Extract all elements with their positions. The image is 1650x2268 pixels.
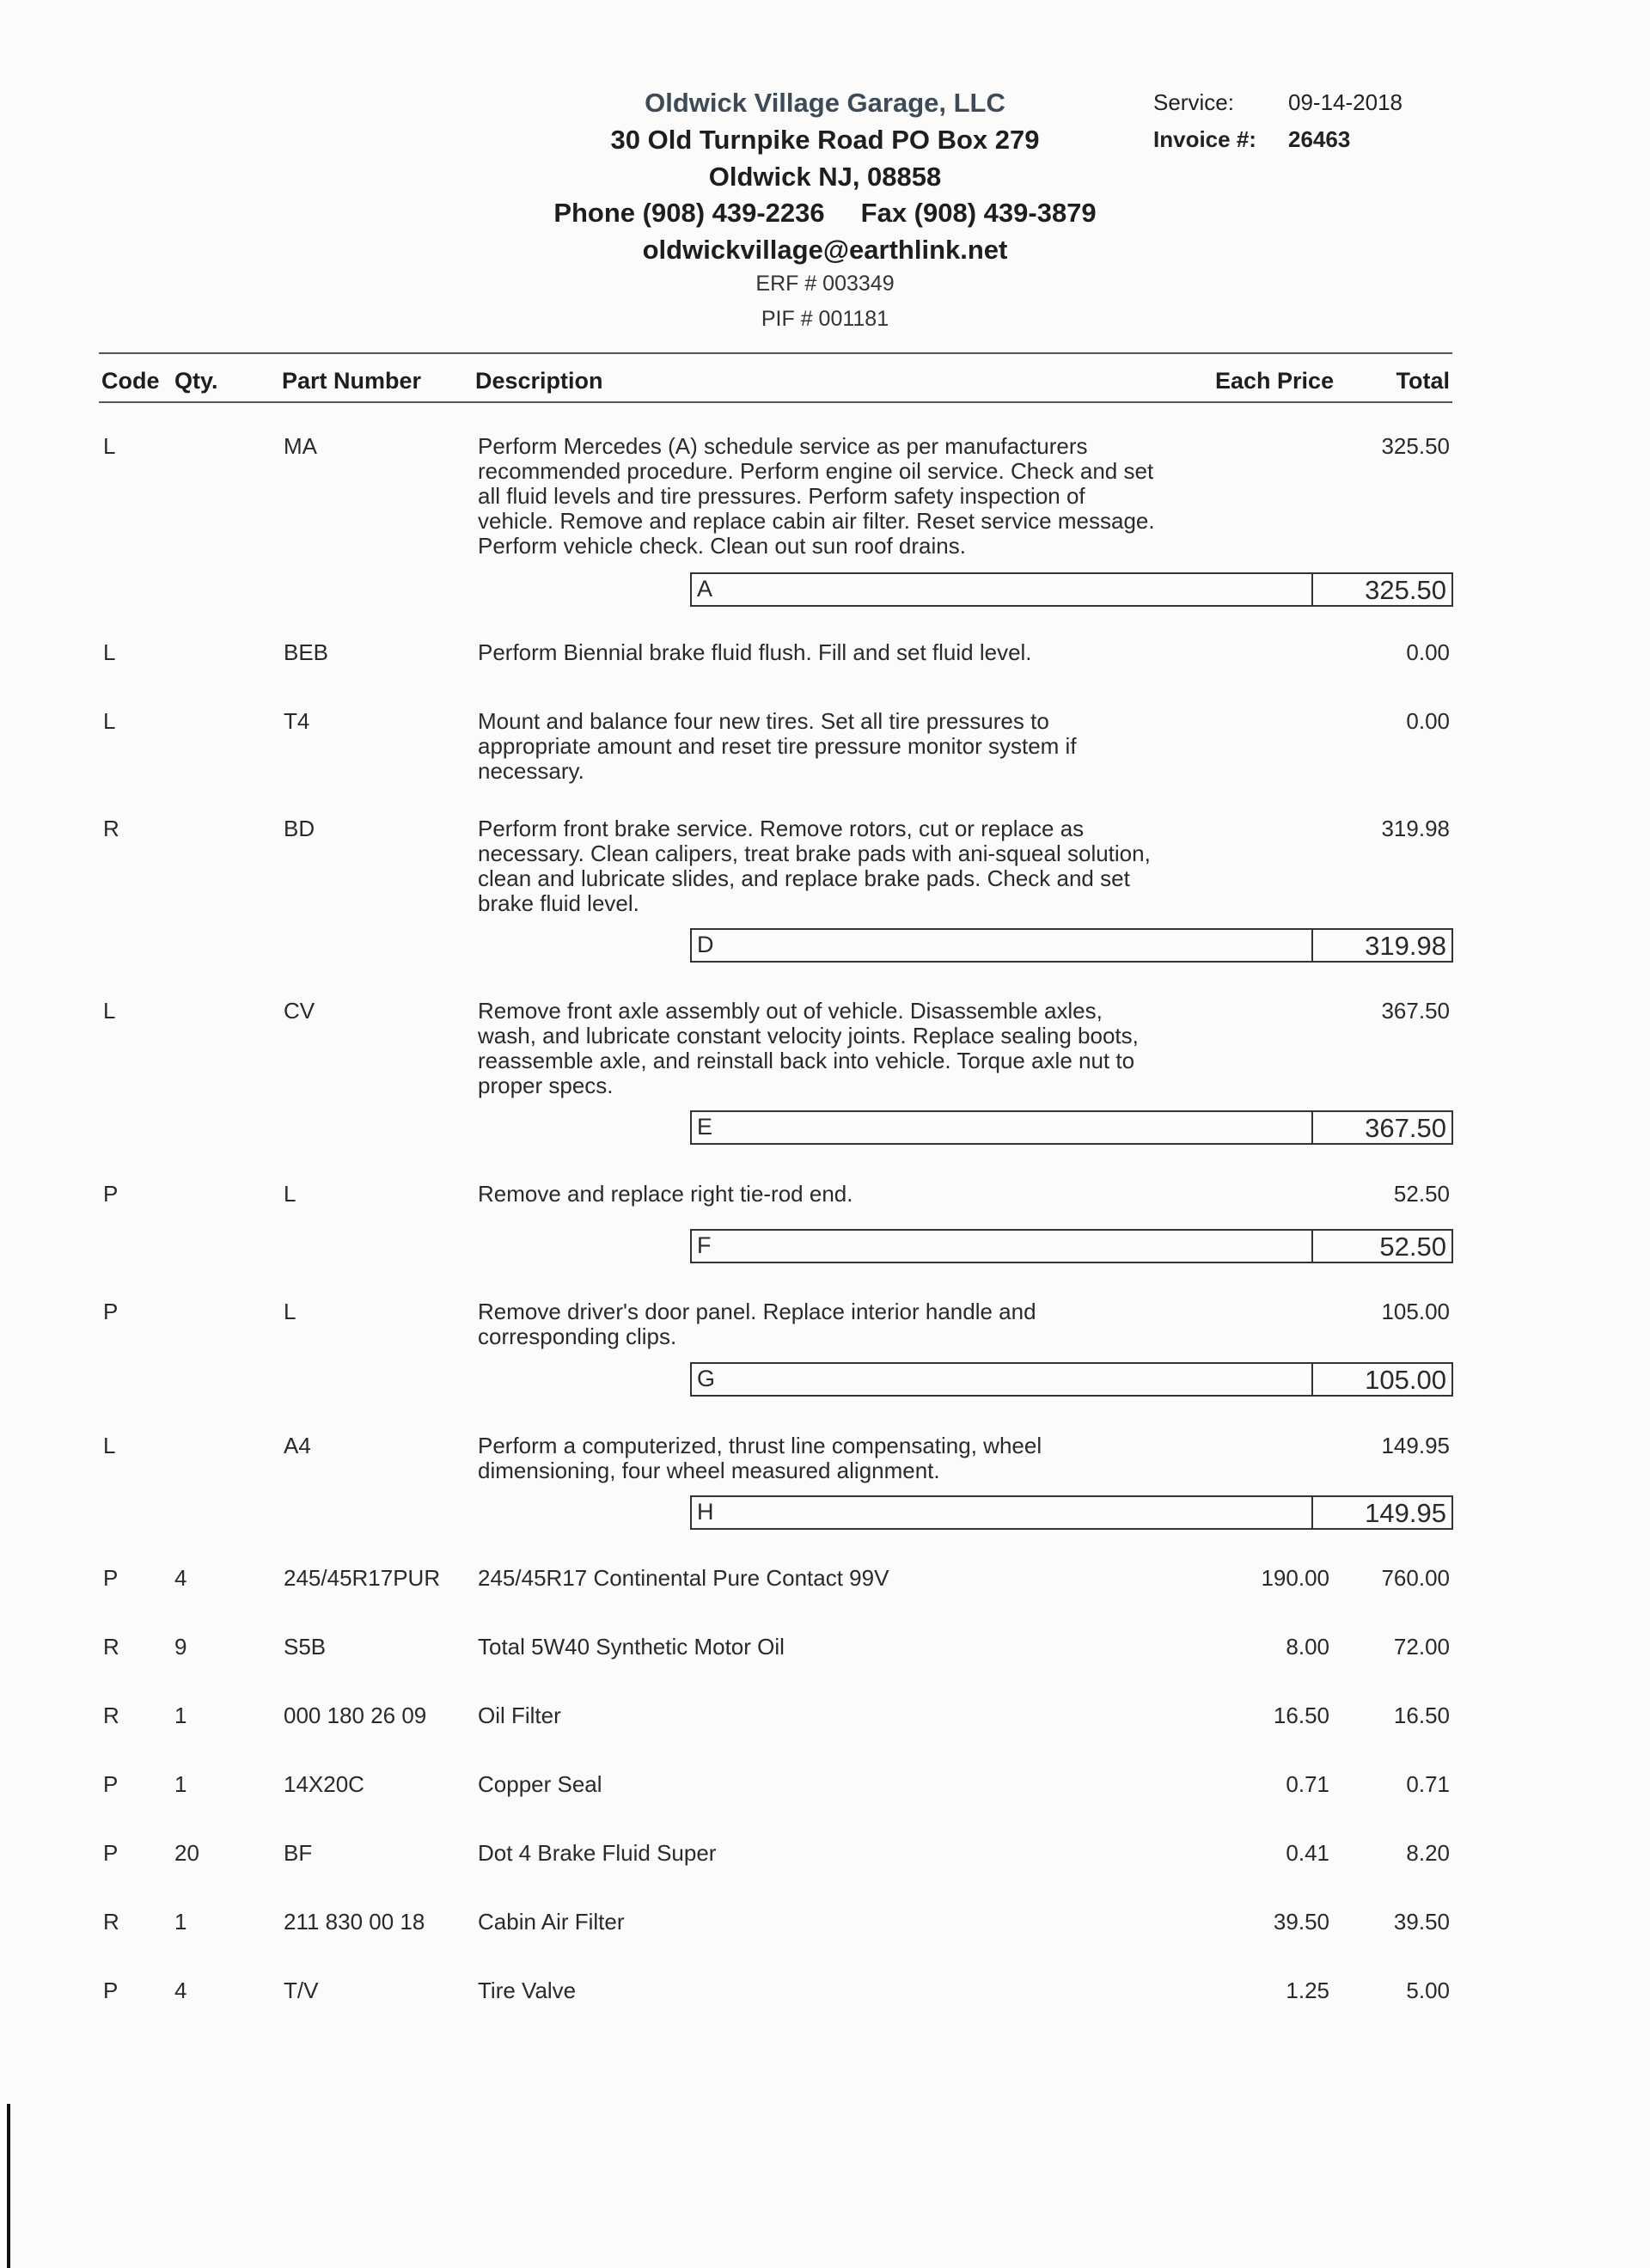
description-line: Tire Valve [478, 1978, 577, 2003]
row-total: 0.00 [1406, 708, 1450, 734]
invoice-label: Invoice #: [1153, 126, 1256, 152]
description-line: Cabin Air Filter [478, 1909, 625, 1935]
subtotal-label: D [697, 932, 714, 957]
description-line: Perform Biennial brake fluid flush. Fill and set fluid level. [478, 639, 1032, 665]
row-total: 5.00 [1406, 1978, 1450, 2003]
row-total: 760.00 [1381, 1565, 1450, 1591]
row-description [478, 709, 1208, 784]
row-code: P [103, 1840, 119, 1866]
row-each-price: 0.71 [1286, 1771, 1329, 1797]
subtotal-amount: 319.98 [1365, 931, 1446, 961]
row-description [478, 1841, 1208, 1866]
description-line: 245/45R17 Continental Pure Contact 99V [478, 1565, 889, 1591]
description-line: Dot 4 Brake Fluid Super [478, 1840, 717, 1866]
row-part-number: 245/45R17PUR [284, 1565, 441, 1591]
subtotal-label: G [697, 1366, 716, 1391]
invoice-number: 26463 [1288, 126, 1351, 152]
subtotal-label: H [697, 1499, 714, 1525]
description-line: vehicle. Remove and replace cabin air filter. Reset service message. [478, 508, 1155, 534]
company-address-line1: 30 Old Turnpike Road PO Box 279 [610, 125, 1040, 155]
company-phone: Phone (908) 439-2236 [553, 198, 825, 228]
row-code: R [103, 1909, 119, 1935]
row-code: P [103, 1771, 119, 1797]
row-qty: 9 [174, 1634, 187, 1660]
description-line: necessary. Clean calipers, treat brake pads with ani-squeal solution, [478, 841, 1151, 866]
row-total: 0.71 [1406, 1771, 1450, 1797]
subtotal-box [690, 1362, 1453, 1397]
row-code: R [103, 816, 119, 841]
row-description [478, 1299, 1208, 1349]
scan-edge-mark [7, 2104, 10, 2268]
erf-number: ERF # 003349 [755, 272, 895, 296]
service-date: 09-14-2018 [1288, 89, 1402, 115]
description-line: necessary. [478, 758, 584, 784]
row-qty: 20 [174, 1840, 199, 1866]
description-line: recommended procedure. Perform engine oil service. Check and set [478, 458, 1154, 484]
description-line: wash, and lubricate constant velocity joints. Replace sealing boots, [478, 1023, 1139, 1048]
row-part-number: T/V [284, 1978, 319, 2003]
row-total: 39.50 [1393, 1909, 1450, 1935]
row-total: 105.00 [1381, 1299, 1450, 1324]
row-each-price: 0.41 [1286, 1840, 1329, 1866]
header-total: Total [1396, 368, 1450, 394]
row-part-number: BEB [284, 639, 329, 665]
subtotal-box [690, 572, 1453, 607]
row-code: L [103, 433, 116, 459]
row-each-price: 39.50 [1273, 1909, 1329, 1935]
subtotal-amount: 105.00 [1365, 1365, 1446, 1395]
company-fax: Fax (908) 439-3879 [860, 198, 1097, 228]
row-total: 52.50 [1393, 1181, 1450, 1207]
description-line: appropriate amount and reset tire pressure monitor system if [478, 733, 1077, 759]
row-description [478, 1910, 1208, 1935]
row-part-number: A4 [284, 1433, 311, 1458]
subtotal-amount: 52.50 [1379, 1232, 1446, 1262]
service-label: Service: [1153, 89, 1234, 115]
table-header-rule [99, 401, 1452, 403]
row-qty: 1 [174, 1771, 187, 1797]
row-code: L [103, 639, 116, 665]
subtotal-label: E [697, 1114, 713, 1140]
row-part-number: BF [284, 1840, 313, 1866]
description-line: corresponding clips. [478, 1324, 677, 1349]
subtotal-amount: 149.95 [1365, 1498, 1446, 1528]
row-description [478, 434, 1208, 559]
row-code: R [103, 1634, 119, 1660]
description-line: Remove driver's door panel. Replace interior handle and [478, 1299, 1036, 1324]
row-description [478, 1182, 1208, 1207]
row-code: P [103, 1299, 119, 1324]
row-each-price: 16.50 [1273, 1703, 1329, 1728]
row-total: 72.00 [1393, 1634, 1450, 1660]
row-part-number: L [284, 1181, 296, 1207]
header-code: Code [101, 368, 160, 394]
row-total: 319.98 [1381, 816, 1450, 841]
row-code: P [103, 1565, 119, 1591]
row-description [478, 1978, 1208, 2003]
row-part-number: MA [284, 433, 317, 459]
row-description [478, 816, 1208, 916]
description-line: Perform front brake service. Remove rotors, cut or replace as [478, 816, 1085, 841]
description-line: Total 5W40 Synthetic Motor Oil [478, 1634, 785, 1660]
description-line: all fluid levels and tire pressures. Perform safety inspection of [478, 483, 1085, 509]
row-code: L [103, 1433, 116, 1458]
subtotal-box [690, 1229, 1453, 1263]
row-part-number: 000 180 26 09 [284, 1703, 427, 1728]
row-part-number: S5B [284, 1634, 327, 1660]
description-line: Remove front axle assembly out of vehicle. Disassemble axles, [478, 998, 1103, 1024]
description-line: Remove and replace right tie-rod end. [478, 1181, 853, 1207]
row-total: 367.50 [1381, 998, 1450, 1024]
table-top-rule [99, 352, 1452, 354]
row-qty: 1 [174, 1909, 187, 1935]
subtotal-divider [1311, 1364, 1313, 1395]
row-code: R [103, 1703, 119, 1728]
row-part-number: 211 830 00 18 [284, 1909, 425, 1935]
header-part-number: Part Number [282, 368, 422, 394]
subtotal-box [690, 1495, 1453, 1530]
header-each-price: Each Price [1215, 368, 1335, 394]
description-line: Oil Filter [478, 1703, 561, 1728]
company-name: Oldwick Village Garage, LLC [645, 88, 1005, 118]
row-qty: 4 [174, 1978, 187, 2003]
row-total: 0.00 [1406, 639, 1450, 665]
row-part-number: 14X20C [284, 1771, 364, 1797]
row-code: L [103, 998, 116, 1024]
company-contact-line [0, 198, 1650, 229]
row-part-number: CV [284, 998, 315, 1024]
row-description [478, 1434, 1208, 1483]
company-address-line2: Oldwick NJ, 08858 [708, 162, 942, 192]
description-line: Perform Mercedes (A) schedule service as per manufacturers [478, 433, 1088, 459]
row-code: L [103, 708, 116, 734]
subtotal-divider [1311, 1497, 1313, 1528]
subtotal-divider [1311, 1231, 1313, 1262]
row-qty: 4 [174, 1565, 187, 1591]
row-total: 325.50 [1381, 433, 1450, 459]
row-part-number: L [284, 1299, 296, 1324]
row-description [478, 999, 1208, 1098]
subtotal-divider [1311, 930, 1313, 961]
description-line: Copper Seal [478, 1771, 602, 1797]
row-description [478, 1772, 1208, 1797]
description-line: Perform vehicle check. Clean out sun roof drains. [478, 533, 966, 559]
description-line: reassemble axle, and reinstall back into vehicle. Torque axle nut to [478, 1048, 1135, 1073]
row-total: 16.50 [1393, 1703, 1450, 1728]
company-email[interactable]: oldwickvillage@earthlink.net [642, 235, 1008, 265]
row-total: 8.20 [1406, 1840, 1450, 1866]
subtotal-amount: 325.50 [1365, 575, 1446, 605]
row-code: P [103, 1181, 119, 1207]
row-qty: 1 [174, 1703, 187, 1728]
row-description [478, 1566, 1208, 1591]
row-code: P [103, 1978, 119, 2003]
subtotal-box [690, 1110, 1453, 1145]
row-part-number: BD [284, 816, 315, 841]
description-line: proper specs. [478, 1073, 614, 1098]
row-description [478, 640, 1208, 665]
subtotal-box [690, 928, 1453, 963]
header-qty: Qty. [174, 368, 218, 394]
description-line: brake fluid level. [478, 890, 639, 916]
subtotal-divider [1311, 1112, 1313, 1143]
row-total: 149.95 [1381, 1433, 1450, 1458]
row-description [478, 1703, 1208, 1728]
description-line: clean and lubricate slides, and replace brake pads. Check and set [478, 865, 1130, 891]
row-each-price: 1.25 [1286, 1978, 1329, 2003]
row-each-price: 8.00 [1286, 1634, 1329, 1660]
description-line: Perform a computerized, thrust line compensating, wheel [478, 1433, 1042, 1458]
subtotal-label: A [697, 576, 713, 602]
row-each-price: 190.00 [1261, 1565, 1329, 1591]
header-description: Description [475, 368, 603, 394]
row-description [478, 1635, 1208, 1660]
subtotal-label: F [697, 1232, 712, 1258]
row-part-number: T4 [284, 708, 310, 734]
description-line: dimensioning, four wheel measured alignment. [478, 1458, 940, 1483]
pif-number: PIF # 001181 [761, 307, 889, 331]
subtotal-divider [1311, 574, 1313, 605]
subtotal-amount: 367.50 [1365, 1113, 1446, 1143]
description-line: Mount and balance four new tires. Set all tire pressures to [478, 708, 1049, 734]
